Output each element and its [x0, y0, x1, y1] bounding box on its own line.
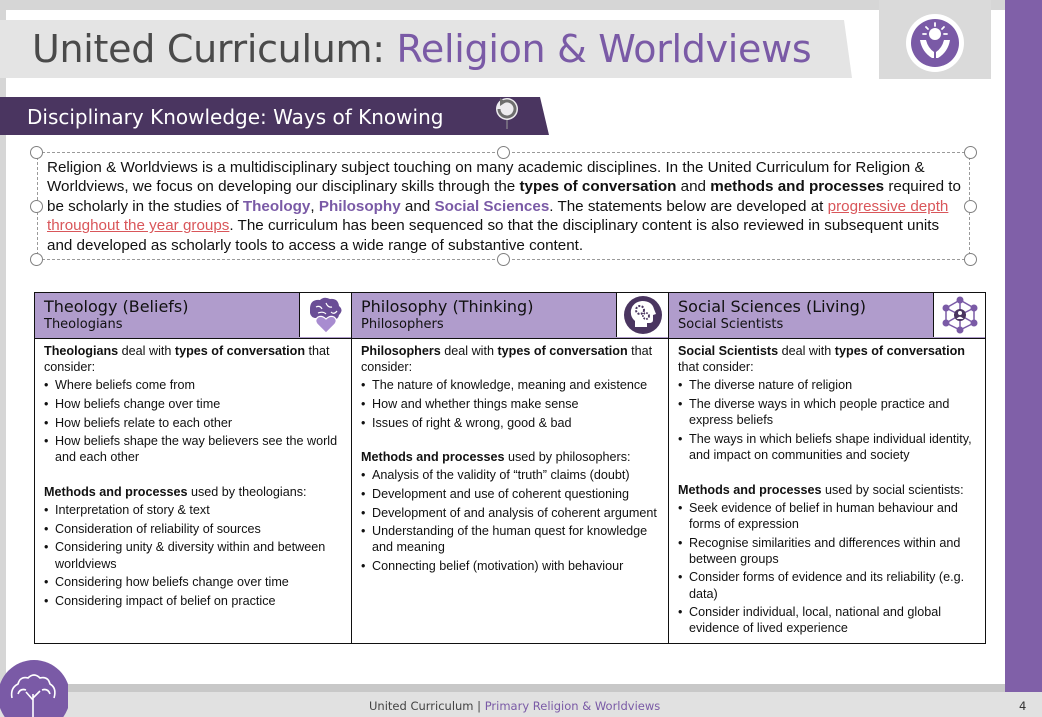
types-of-conversation-label: types of conversation [497, 344, 628, 358]
intro-fragment: that consider: [44, 344, 330, 375]
intro-bold: methods and processes [710, 178, 885, 196]
list-item: • Recognise similarities and differences within and between groups [678, 535, 979, 567]
methods-intro [678, 482, 979, 498]
conversation-intro [44, 343, 345, 375]
heart-brain-icon [299, 293, 351, 337]
progressive-depth-link[interactable]: progressive depth throughout the year groups [47, 197, 949, 235]
list-item: • The ways in which beliefs shape individual identity, and impact on communities and society [678, 431, 979, 463]
column-header [35, 293, 351, 339]
resize-handle-top-left[interactable] [30, 146, 43, 159]
theology-highlight: Theology [242, 197, 311, 215]
list-item: • Issues of right & wrong, good & bad [361, 415, 662, 431]
list-item: • The diverse ways in which people practice and express beliefs [678, 396, 979, 428]
intro-text: . The curriculum has been sequenced so that the disciplinary content is also reviewed in subsequent units and developed as scholarly tools to access a wide range of substantive content. [47, 217, 940, 254]
types-of-conversation-label: types of conversation [174, 344, 306, 358]
list-item: • How beliefs relate to each other [44, 415, 345, 431]
footer-right: Primary Religion & Worldviews [484, 699, 661, 713]
list-item: • Considering unity & diversity within and between worldviews [44, 539, 345, 571]
column-body [44, 343, 345, 611]
footer-left: United Curriculum [369, 699, 474, 713]
column-body [361, 343, 662, 577]
conversation-intro [678, 343, 979, 375]
list-item: • Connecting belief (motivation) with behaviour [361, 558, 662, 574]
methods-intro [44, 484, 345, 500]
column-title: Social Sciences (Living) [678, 297, 867, 316]
list-item: • Seek evidence of belief in human behaviour and forms of expression [678, 500, 979, 532]
intro-bold: types of conversation [519, 178, 677, 196]
social-sciences-column [668, 292, 986, 644]
methods-label: Methods and processes [361, 450, 505, 465]
intro-text: . The statements below are developed at [549, 197, 828, 215]
list-item: • How beliefs shape the way believers see the world and each other [44, 433, 345, 465]
intro-text: Religion & Worldviews is a multidisciplinary subject touching on many academic disciplines. In the United Curriculum for Religion & Worldviews, we focus on developing our disciplinary skills through the [47, 159, 925, 196]
role-name: Philosophers [361, 344, 441, 358]
praying-hands-icon [906, 14, 964, 72]
role-name: Theologians [44, 344, 119, 358]
list-item: • Considering impact of belief on practice [44, 593, 345, 609]
list-item: • Analysis of the validity of “truth” claims (doubt) [361, 467, 662, 483]
conversation-intro [361, 343, 662, 375]
philosophy-highlight: Philosophy [318, 197, 401, 215]
types-of-conversation-label: types of conversation [834, 344, 965, 358]
conversation-list [44, 377, 345, 465]
tree-logo-icon [0, 658, 68, 717]
methods-label: Methods and processes [678, 482, 822, 497]
intro-text: required to be scholarly in the studies of [47, 178, 961, 215]
methods-intro [361, 449, 662, 465]
column-subtitle: Philosophers [361, 317, 444, 332]
section-subtitle: Disciplinary Knowledge: Ways of Knowing [27, 105, 444, 129]
philosophy-column [351, 292, 669, 644]
resize-handle-left[interactable] [30, 200, 43, 213]
list-item: • The diverse nature of religion [678, 377, 979, 393]
conversation-list [678, 377, 979, 463]
intro-text: and [400, 197, 435, 215]
intro-fragment: deal with [118, 344, 175, 358]
resize-handle-bottom-left[interactable] [30, 253, 43, 266]
social-sciences-highlight: Social Sciences [434, 197, 550, 215]
column-header [352, 293, 668, 339]
page-title [32, 26, 811, 72]
column-title: Theology (Beliefs) [44, 297, 189, 316]
theology-column [34, 292, 352, 644]
intro-fragment: deal with [778, 344, 835, 358]
intro-fragment: deal with [440, 344, 498, 358]
right-rail [1005, 0, 1042, 692]
frame-bottom [0, 684, 1005, 692]
intro-text: , [310, 197, 319, 215]
methods-label: Methods and processes [44, 484, 188, 499]
intro-paragraph[interactable] [47, 158, 967, 255]
column-subtitle: Social Scientists [678, 317, 784, 332]
rotate-handle-icon[interactable] [492, 95, 524, 129]
list-item: • Development and use of coherent questioning [361, 486, 662, 502]
column-subtitle: Theologians [44, 317, 123, 332]
list-item: • Understanding of the human quest for knowledge and meaning [361, 523, 662, 555]
list-item: • Where beliefs come from [44, 377, 345, 393]
column-header [669, 293, 985, 339]
list-item: • Interpretation of story & text [44, 502, 345, 518]
intro-fragment: that consider: [678, 360, 754, 375]
list-item: • How and whether things make sense [361, 396, 662, 412]
title-prefix: United Curriculum: [32, 27, 397, 71]
intro-fragment: used by philosophers: [504, 450, 631, 465]
list-item: • The nature of knowledge, meaning and existence [361, 377, 662, 393]
title-accent: Religion & Worldviews [396, 27, 812, 71]
people-network-icon [933, 293, 985, 337]
list-item: • Development of and analysis of coherent argument [361, 505, 662, 521]
list-item: • Consider forms of evidence and its reliability (e.g. data) [678, 569, 979, 601]
intro-fragment: used by social scientists: [821, 482, 964, 497]
conversation-list [361, 377, 662, 430]
column-body [678, 343, 979, 639]
page-number: 4 [1019, 699, 1027, 713]
footer-text [369, 699, 660, 713]
intro-text: and [676, 178, 711, 196]
intro-fragment: used by theologians: [187, 484, 307, 499]
intro-fragment: that consider: [361, 344, 653, 375]
list-item: • Considering how beliefs change over time [44, 574, 345, 590]
column-title: Philosophy (Thinking) [361, 297, 534, 316]
methods-list [361, 467, 662, 574]
list-item: • Consideration of reliability of sources [44, 521, 345, 537]
list-item: • How beliefs change over time [44, 396, 345, 412]
list-item: • Consider individual, local, national and global evidence of lived experience [678, 604, 979, 636]
methods-list [678, 500, 979, 637]
role-name: Social Scientists [678, 344, 779, 358]
footer-separator: | [473, 699, 485, 713]
methods-list [44, 502, 345, 609]
head-gears-icon [616, 293, 668, 337]
